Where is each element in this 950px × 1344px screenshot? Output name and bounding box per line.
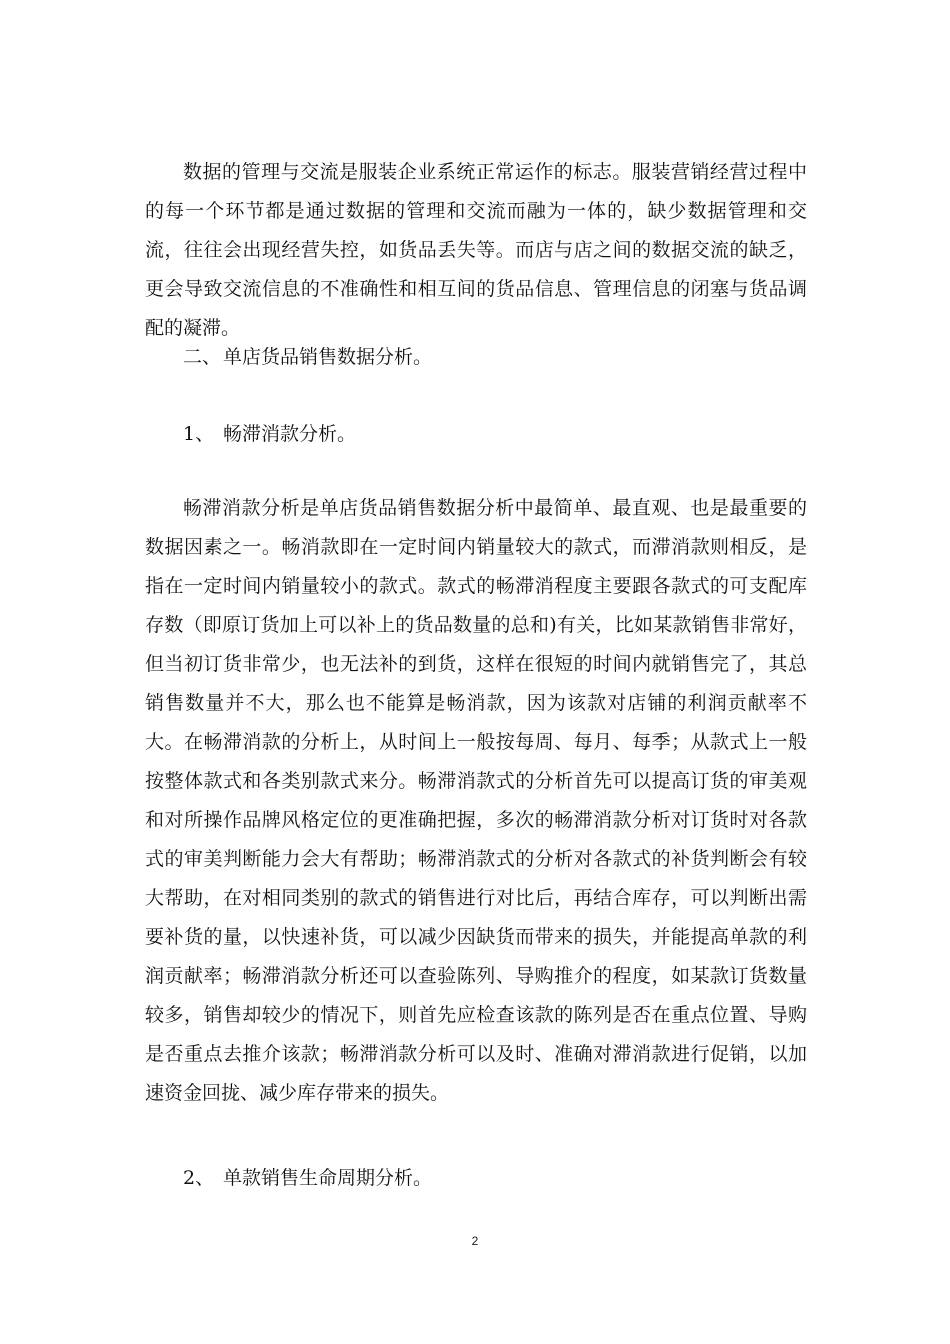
section-number: 二、 xyxy=(183,346,222,368)
paragraph-data-management: 数据的管理与交流是服装企业系统正常运作的标志。服装营销经营过程中的每一个环节都是通过数据的管理和交流而融为一体的，缺少数据管理和交流，往往会出现经营失控，如货品丢失等。而店与店之间的数据交流的缺乏，更会导致交流信息的不准确性和相互间的货品信息、管理信息的闭塞与货品调配的凝滞。 xyxy=(145,161,807,339)
subsection-title: 畅滞消款分析。 xyxy=(223,423,357,445)
section-heading-2 xyxy=(183,343,432,371)
subsection-number: 2、 xyxy=(183,1167,215,1189)
subsection-heading-2 xyxy=(183,1164,432,1192)
page-number: 2 xyxy=(471,1234,479,1248)
section-title: 单店货品销售数据分析。 xyxy=(223,346,433,368)
subsection-title: 单款销售生命周期分析。 xyxy=(223,1167,433,1189)
subsection-heading-1 xyxy=(183,420,356,448)
subsection-number: 1、 xyxy=(183,423,215,445)
paragraph-sell-through-analysis: 畅滞消款分析是单店货品销售数据分析中最简单、最直观、也是最重要的数据因素之一。畅消款即在一定时间内销量较大的款式，而滞消款则相反，是指在一定时间内销量较小的款式。款式的畅滞消程度主要跟各款式的可支配库存数（即原订货加上可以补上的货品数量的总和)有关，比如某款销售非常好，但当初订货非常少，也无法补的到货，这样在很短的时间内就销售完了，其总销售数量并不大，那么也不能算是畅消款，因为该款对店铺的利润贡献率不大。在畅滞消款的分析上，从时间上一般按每周、每月、每季；从款式上一般按整体款式和各类别款式来分。畅滞消款式的分析首先可以提高订货的审美观和对所操作品牌风格定位的更准确把握，多次的畅滞消款分析对订货时对各款式的审美判断能力会大有帮助；畅滞消款式的分析对各款式的补货判断会有较大帮助，在对相同类别的款式的销售进行对比后，再结合库存，可以判断出需要补货的量，以快速补货，可以减少因缺货而带来的损失，并能提高单款的利润贡献率；畅滞消款分析还可以查验陈列、导购推介的程度，如某款订货数量较多，销售却较少的情况下，则首先应检查该款的陈列是否在重点位置、导购是否重点去推介该款；畅滞消款分析可以及时、准确对滞消款进行促销，以加速资金回拢、减少库存带来的损失。 xyxy=(145,497,807,1104)
